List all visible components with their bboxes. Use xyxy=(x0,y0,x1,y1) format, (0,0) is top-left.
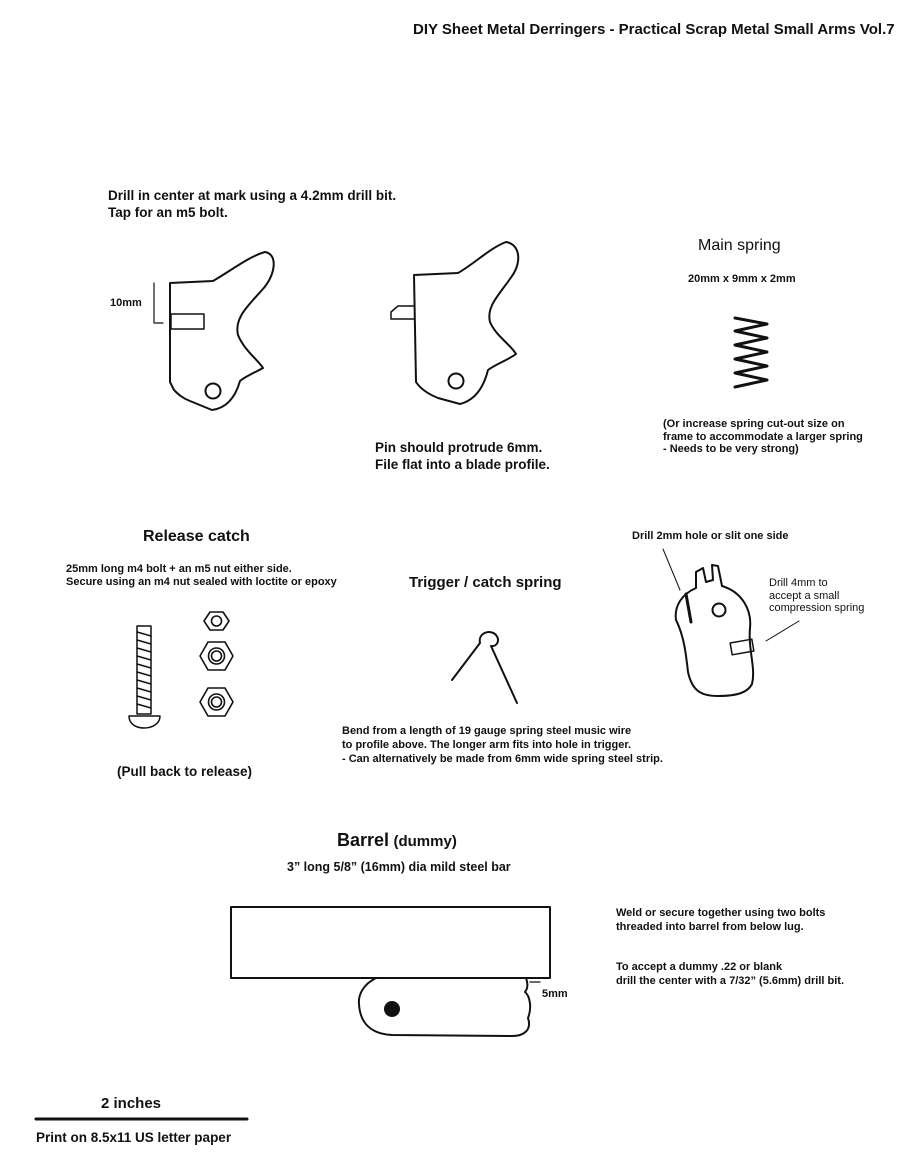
trigger-spring-note-line: Bend from a length of 19 gauge spring steel music wire xyxy=(342,725,632,737)
hammer-pin-drawing xyxy=(391,242,518,404)
main-spring-size: 20mm x 9mm x 2mm xyxy=(688,273,796,285)
trigger-spring-note-line: - Can alternatively be made from 6mm wide spring steel strip. xyxy=(342,752,663,765)
main-spring-note-line: frame to accommodate a larger spring xyxy=(663,430,863,443)
hammer-instruction-line: Tap for an m5 bolt. xyxy=(108,204,228,220)
print-note: Print on 8.5x11 US letter paper xyxy=(36,1130,232,1145)
trigger-drill-hole-label: Drill 2mm hole or slit one side xyxy=(632,530,789,542)
trigger-drill-spring-line: Drill 4mm to xyxy=(769,577,828,589)
release-catch-title: Release catch xyxy=(143,528,250,545)
page-title: DIY Sheet Metal Derringers - Practical Scrap Metal Small Arms Vol.7 xyxy=(413,21,895,38)
trigger-spring-note-line: to profile above. The longer arm fits into hole in trigger. xyxy=(342,738,632,751)
trigger-drawing xyxy=(663,549,799,696)
pin-instruction-line: Pin should protrude 6mm. xyxy=(375,440,543,455)
barrel-weld-line: Weld or secure together using two bolts xyxy=(616,907,826,919)
trigger-drill-spring-line: compression spring xyxy=(769,602,865,615)
barrel-drawing xyxy=(231,907,550,1036)
hammer-drawing xyxy=(154,252,274,410)
barrel-spec: 3” long 5/8” (16mm) dia mild steel bar xyxy=(287,860,511,874)
trigger-spring-title: Trigger / catch spring xyxy=(409,574,562,591)
barrel-title-main: Barrel xyxy=(337,830,390,850)
pull-note: (Pull back to release) xyxy=(117,764,253,779)
barrel-dummy-line: drill the center with a 7/32” (5.6mm) drill bit. xyxy=(616,974,844,987)
main-spring-note-line: (Or increase spring cut-out size on xyxy=(663,418,845,430)
main-spring-drawing xyxy=(735,318,767,387)
trigger-drill-spring-line: accept a small xyxy=(769,589,840,602)
main-spring-title: Main spring xyxy=(698,237,781,254)
bolt-drawing xyxy=(129,626,160,728)
barrel-weld-line: threaded into barrel from below lug. xyxy=(616,920,804,933)
lug-dimension-label: 5mm xyxy=(542,988,568,1000)
main-spring-note-line: - Needs to be very strong) xyxy=(663,443,799,456)
catch-spring-drawing xyxy=(452,632,517,703)
release-catch-note-line: 25mm long m4 bolt + an m5 nut either side. xyxy=(66,563,292,575)
release-catch-note-line: Secure using an m4 nut sealed with loctite or epoxy xyxy=(66,576,337,589)
pin-instruction-line: File flat into a blade profile. xyxy=(375,456,550,472)
hammer-instruction-line: Drill in center at mark using a 4.2mm drill bit. xyxy=(108,188,397,203)
nut-drawing xyxy=(200,612,233,716)
hammer-dimension-label: 10mm xyxy=(110,297,142,309)
barrel-dummy-line: To accept a dummy .22 or blank xyxy=(616,961,783,973)
barrel-title-suffix: (dummy) xyxy=(393,833,457,850)
scale-label: 2 inches xyxy=(101,1095,162,1112)
